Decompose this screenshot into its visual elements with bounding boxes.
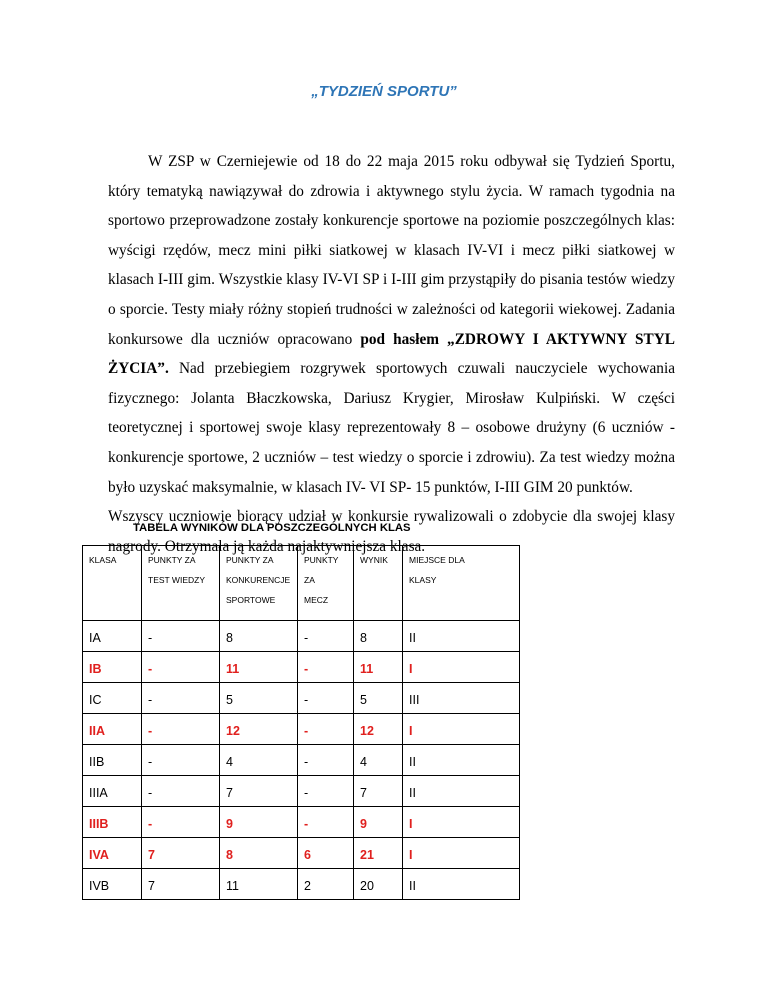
table-caption: TABELA WYNIKÓW DLA POSZCZEGÓLNYCH KLAS [133,522,411,534]
table-row [83,745,520,776]
header-wynik: WYNIK [354,546,403,621]
table-row [83,714,520,745]
cell-konkurencje: 11 [220,652,298,683]
cell-wynik: 11 [354,652,403,683]
header-konkurencje: PUNKTY ZA KONKURENCJE SPORTOWE [220,546,298,621]
cell-mecz: - [298,807,354,838]
paragraph-prizes: Wszyscy uczniowie biorący udział w konkursie rywalizowali o zdobycie dla swojej klasy nagrody. Otrzymała ją każda najaktywniejsza klasa. [108,508,675,555]
cell-mecz: - [298,652,354,683]
cell-konkurencje: 9 [220,807,298,838]
cell-miejsce: II [403,621,520,652]
cell-klasa: IA [83,621,142,652]
cell-test: 7 [142,838,220,869]
cell-miejsce: I [403,714,520,745]
paragraph-intro-text: W ZSP w Czerniejewie od 18 do 22 maja 2015 roku odbywał się Tydzień Sportu, który tematyką nawiązywał do zdrowia i aktywnego stylu życia. W ramach tygodnia na sportowo przeprowadzone zostały konkurencje sportowe na poziomie poszczególnych klas: wyścigi rzędów, mecz mini piłki siatkowej w klasach IV-VI i mecz piłki siatkowej w klasach I-III gim. Wszystkie klasy IV-VI SP i I-III gim przystąpiły do pisania testów wiedzy o sporcie. Testy miały różny stopień trudności w zależności od kategorii wiekowej. Zadania konkursowe dla uczniów opracowano [108,153,675,348]
cell-miejsce: I [403,652,520,683]
table-row [83,869,520,900]
cell-konkurencje: 7 [220,776,298,807]
cell-konkurencje: 12 [220,714,298,745]
header-test: PUNKTY ZA TEST WIEDZY [142,546,220,621]
cell-wynik: 7 [354,776,403,807]
paragraph-intro [108,147,675,502]
table-row [83,683,520,714]
cell-wynik: 4 [354,745,403,776]
header-miejsce: MIEJSCE DLA KLASY [403,546,520,621]
page-title: „TYDZIEŃ SPORTU” [311,83,457,100]
cell-klasa: IIB [83,745,142,776]
cell-test: - [142,683,220,714]
cell-test: - [142,807,220,838]
cell-test: - [142,652,220,683]
cell-mecz: - [298,714,354,745]
cell-wynik: 21 [354,838,403,869]
cell-klasa: IIIB [83,807,142,838]
results-table [82,545,520,900]
slogan: pod hasłem „ZDROWY I AKTYWNY STYL ŻYCIA”. [108,330,675,378]
cell-klasa: IC [83,683,142,714]
table-header-row [83,546,520,621]
table-row [83,652,520,683]
cell-konkurencje: 11 [220,869,298,900]
cell-wynik: 9 [354,807,403,838]
table-row [83,807,520,838]
cell-miejsce: I [403,838,520,869]
cell-klasa: IB [83,652,142,683]
cell-miejsce: II [403,776,520,807]
table-row [83,621,520,652]
cell-test: - [142,714,220,745]
paragraph-intro-continued: Nad przebiegiem rozgrywek sportowych czuwali nauczyciele wychowania fizycznego: Jolanta Błaczkowska, Dariusz Krygier, Mirosław Kulpiński. W części teoretycznej i sportowej swoje klasy reprezentowały 8 – osobowe drużyny (6 uczniów - konkurencje sportowe, 2 uczniów – test wiedzy o sporcie i zdrowiu). Za test wiedzy można było uzyskać maksymalnie, w klasach IV- VI SP- 15 punktów, I-III GIM 20 punktów. [108,360,675,496]
cell-test: 7 [142,869,220,900]
cell-miejsce: II [403,745,520,776]
cell-miejsce: I [403,807,520,838]
cell-klasa: IVA [83,838,142,869]
cell-konkurencje: 8 [220,838,298,869]
cell-mecz: - [298,683,354,714]
cell-mecz: 2 [298,869,354,900]
cell-test: - [142,621,220,652]
cell-konkurencje: 4 [220,745,298,776]
header-klasa: KLASA [83,546,142,621]
cell-wynik: 8 [354,621,403,652]
cell-konkurencje: 8 [220,621,298,652]
header-mecz: PUNKTY ZA MECZ [298,546,354,621]
cell-klasa: IIIA [83,776,142,807]
cell-mecz: - [298,776,354,807]
cell-miejsce: II [403,869,520,900]
cell-klasa: IIA [83,714,142,745]
cell-wynik: 20 [354,869,403,900]
cell-konkurencje: 5 [220,683,298,714]
cell-klasa: IVB [83,869,142,900]
cell-wynik: 12 [354,714,403,745]
cell-mecz: - [298,745,354,776]
table-row [83,776,520,807]
table-row [83,838,520,869]
cell-mecz: - [298,621,354,652]
cell-test: - [142,776,220,807]
cell-wynik: 5 [354,683,403,714]
cell-test: - [142,745,220,776]
article-body [108,147,675,561]
cell-mecz: 6 [298,838,354,869]
cell-miejsce: III [403,683,520,714]
results-table-body [83,621,520,900]
